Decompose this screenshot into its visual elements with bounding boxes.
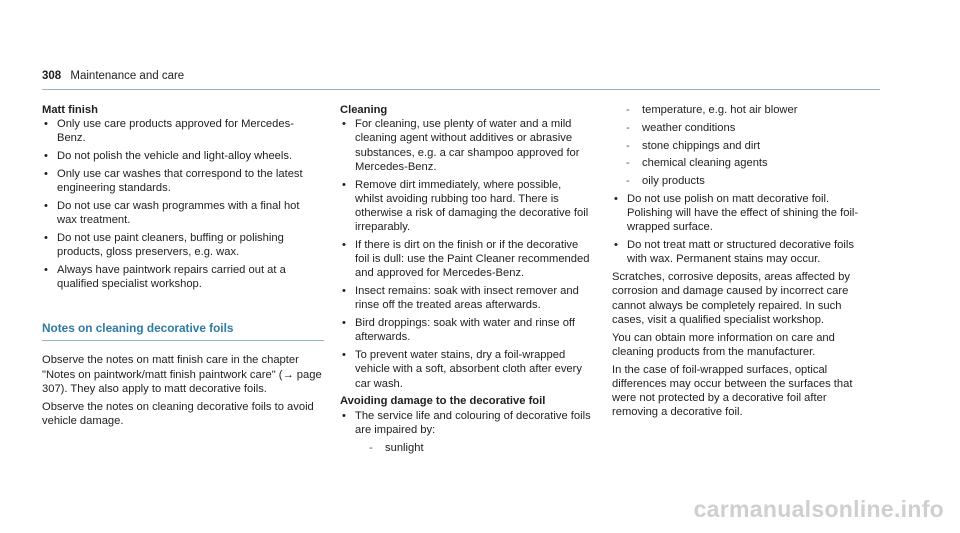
cleaning-heading: Cleaning [340, 104, 388, 116]
sub-list-item: - oily products [612, 174, 866, 188]
list-item: • To prevent water stains, dry a foil-wrapped vehicle with a soft, absorbent cloth after every car wash. [340, 348, 592, 391]
sub-list-item: - chemical cleaning agents [612, 156, 866, 170]
list-item: • Only use car washes that correspond to the latest engineering standards. [42, 167, 322, 195]
list-item: • Always have paintwork repairs carried out at a qualified specialist workshop. [42, 263, 322, 291]
list-item: • Do not use paint cleaners, buffing or polishing products, gloss preservers, e.g. wax. [42, 231, 322, 259]
page-header [42, 68, 880, 90]
sub-list-item: - temperature, e.g. hot air blower [612, 103, 866, 117]
matt-finish-list [42, 117, 322, 291]
sub-list [355, 441, 592, 455]
list-item: • Do not polish the vehicle and light-alloy wheels. [42, 149, 322, 163]
list-item: • Insect remains: soak with insect remover and rinse off the treated areas afterwards. [340, 284, 592, 312]
section-name: Maintenance and care [70, 70, 185, 82]
paragraph: Observe the notes on matt finish care in the chapter "Notes on paintwork/matt finish paintwork care" (→ page 307). They also apply to matt decorative foils. [42, 354, 322, 395]
list-item [340, 409, 592, 456]
cleaning-list [340, 117, 592, 391]
list-item-text: The service life and colouring of decorative foils are impaired by: [355, 409, 591, 436]
section-title: Notes on cleaning decorative foils [42, 321, 324, 341]
column-1 [42, 103, 322, 432]
watermark: carmanualsonline.info [693, 496, 944, 522]
column-2 [340, 103, 592, 459]
matt-finish-heading: Matt finish [42, 104, 98, 116]
list-item: • Do not use car wash programmes with a final hot wax treatment. [42, 199, 322, 227]
paragraph: In the case of foil-wrapped surfaces, optical differences may occur between the surfaces that were not protected by a decorative foil after removing a decorative foil. [612, 363, 853, 419]
paragraph: You can obtain more information on care and cleaning products from the manufacturer. [612, 331, 835, 358]
list-item: • Do not treat matt or structured decorative foils with wax. Permanent stains may occur. [612, 238, 866, 266]
sub-list-item: - weather conditions [612, 121, 866, 135]
page-number: 308 [42, 70, 62, 82]
sub-list-item: - stone chippings and dirt [612, 139, 866, 153]
polish-list [612, 192, 866, 267]
paragraph: Observe the notes on cleaning decorative foils to avoid vehicle damage. [42, 400, 314, 427]
list-item: • Only use care products approved for Mercedes-Benz. [42, 117, 322, 145]
list-item: • Bird droppings: soak with water and rinse off afterwards. [340, 316, 592, 344]
impairment-list [340, 409, 592, 456]
list-item: • Remove dirt immediately, where possible, whilst avoiding rubbing too hard. There is otherwise a risk of damaging the decorative foil irreparably. [340, 178, 592, 235]
list-item: • Do not use polish on matt decorative foil. Polishing will have the effect of shining the foil-wrapped surface. [612, 192, 866, 235]
column-3 [612, 103, 866, 423]
paragraph: Scratches, corrosive deposits, areas affected by corrosion and damage caused by incorrect care cannot always be completely repaired. In such cases, visit a qualified specialist workshop. [612, 271, 850, 326]
list-item: • If there is dirt on the finish or if the decorative foil is dull: use the Paint Cleaner recommended and approved for Mercedes-Benz. [340, 238, 592, 281]
sub-list-continued [612, 103, 866, 188]
avoiding-damage-heading: Avoiding damage to the decorative foil [340, 395, 546, 408]
sub-list-item: - sunlight [355, 441, 592, 455]
list-item: • For cleaning, use plenty of water and a mild cleaning agent without additives or abrasive substances, e.g. a car shampoo approved for Mercedes-Benz. [340, 117, 592, 174]
